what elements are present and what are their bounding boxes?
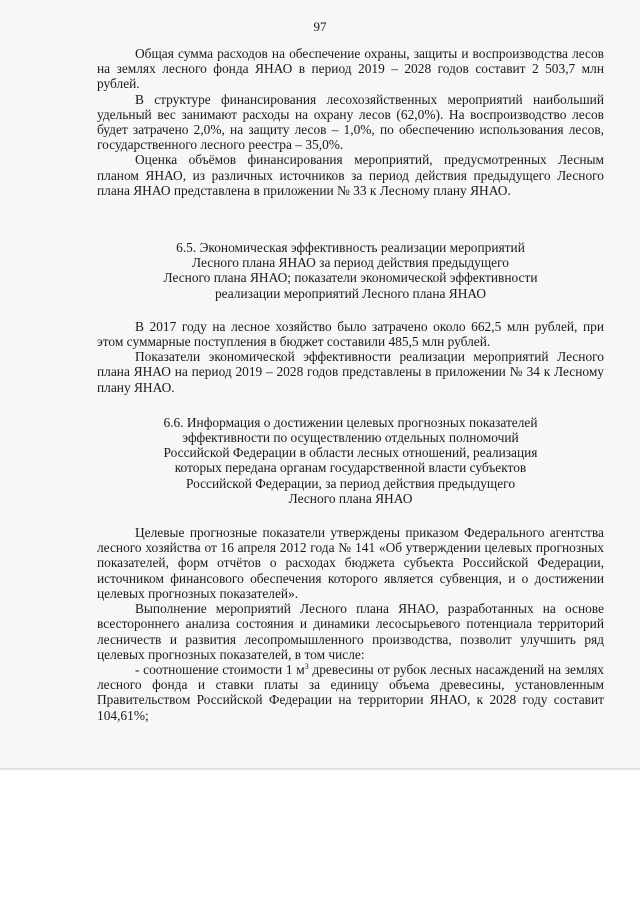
heading-line: Лесного плана ЯНАО; показатели экономической эффективности — [163, 270, 538, 286]
heading-line: 6.5. Экономическая эффективность реализации мероприятий — [176, 240, 525, 256]
paragraph-plan-implementation: Выполнение мероприятий Лесного плана ЯНАО, разработанных на основе всестороннего анализа состояния и динамики лесосырьевого потенциала территорий лесничеств и развития лесопромышленного производства, позволит улучшить ряд целевых прогнозных показателей, в том числе: — [97, 601, 604, 662]
page-content — [97, 46, 604, 723]
heading-line: Лесного плана ЯНАО — [288, 490, 413, 506]
section-heading-6-5 — [97, 240, 604, 301]
paragraph-efficiency-indicators: Показатели экономической эффективности реализации мероприятий Лесного плана ЯНАО на период 2019 – 2028 годов представлены в приложении № 34 к Лесному плану ЯНАО. — [97, 349, 604, 395]
page-number: 97 — [313, 19, 327, 34]
paragraph-financing-structure: В структуре финансирования лесохозяйственных мероприятий наибольший удельный вес занимают расходы на охрану лесов (62,0%). На воспроизводство лесов будет затрачено 2,0%, на защиту лесов – 1,0%, по обеспечению использования лесов, государственного лесного реестра – 35,0%. — [97, 91, 604, 153]
heading-line: эффективности по осуществлению отдельных полномочий — [182, 430, 519, 446]
heading-line: Российской Федерации, за период действия предыдущего — [185, 475, 516, 491]
heading-line: реализации мероприятий Лесного плана ЯНАО — [214, 285, 487, 301]
paragraph-financing-assessment: Оценка объёмов финансирования мероприятий, предусмотренных Лесным планом ЯНАО, из различных источников за период действия предыдущего Лесного плана ЯНАО представлена в приложении № 33 к Лесному плану ЯНАО. — [97, 152, 604, 198]
cubic-superscript: 3 — [304, 661, 309, 671]
heading-line: 6.6. Информация о достижении целевых прогнозных показателей — [163, 414, 538, 430]
paragraph-target-indicators: Целевые прогнозные показатели утверждены приказом Федерального агентства лесного хозяйства от 16 апреля 2012 года № 141 «Об утверждении целевых прогнозных показателей, форм отчётов о расходах бюджета субъекта Российской Федерации, источником финансового обеспечения которого является субвенция, и о достижении целевых прогнозных показателей». — [97, 525, 604, 601]
bullet-cost-ratio — [97, 662, 604, 723]
page-edge-shadow — [0, 768, 640, 771]
bullet-text-start: - соотношение стоимости 1 м — [135, 661, 305, 677]
paragraph-2017-spending: В 2017 году на лесное хозяйство было затрачено около 662,5 млн рублей, при этом суммарные поступления в бюджет составили 485,5 млн рублей. — [97, 318, 604, 350]
paragraph-total-expenses: Общая сумма расходов на обеспечение охраны, защиты и воспроизводства лесов на землях лесного фонда ЯНАО в период 2019 – 2028 годов составит 2 503,7 млн рублей. — [97, 46, 604, 92]
heading-line: Российской Федерации в области лесных отношений, реализация — [163, 445, 538, 461]
section-heading-6-6 — [97, 415, 604, 506]
bullet-text-end: древесины от рубок лесных насаждений на землях лесного фонда и ставки платы за единицу объема древесины, установленным Правительством Российской Федерации на территории ЯНАО, к 2028 году составит 104,61%; — [97, 661, 604, 723]
heading-line: Лесного плана ЯНАО за период действия предыдущего — [192, 255, 509, 271]
heading-line: которых передана органам государственной власти субъектов — [174, 460, 527, 476]
